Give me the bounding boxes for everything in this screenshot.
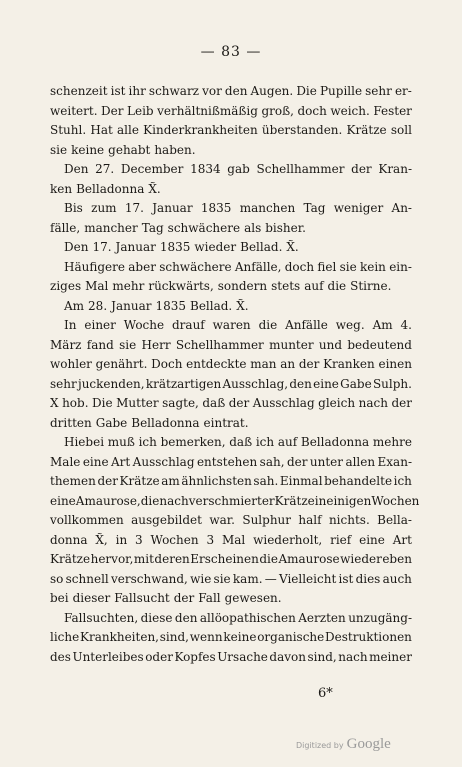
- word: Krätze: [50, 552, 91, 566]
- word: Belladonna: [300, 435, 370, 449]
- word: X̃.: [148, 181, 161, 196]
- word: Sulphur: [242, 513, 292, 527]
- word: ausgebildet: [131, 513, 202, 527]
- word: allen: [345, 454, 376, 469]
- word: die: [327, 279, 347, 293]
- word: 1834: [190, 162, 221, 176]
- word: genährt.: [95, 357, 148, 371]
- text-line-30: [50, 648, 412, 668]
- word: Mutter: [116, 396, 159, 410]
- word: rief: [330, 532, 352, 547]
- text-line-24: [50, 531, 412, 551]
- word: verhältnißmäßig: [157, 103, 258, 118]
- word: munter: [269, 337, 314, 352]
- word: In: [64, 318, 77, 332]
- text-line-5: [50, 160, 412, 180]
- word: wenn: [189, 630, 223, 644]
- word: Gabe: [95, 415, 128, 430]
- word: vollkommen: [50, 513, 124, 527]
- word: Hiebei: [64, 435, 105, 449]
- text-line-17: [50, 394, 412, 414]
- signature-mark: 6*: [318, 686, 333, 701]
- word: eine: [50, 493, 76, 508]
- word: ein-: [389, 259, 412, 274]
- word: Am: [372, 318, 393, 332]
- text-line-4: [50, 141, 412, 161]
- word: ich: [138, 435, 157, 449]
- word: schwarz: [148, 84, 199, 98]
- word: einen: [378, 357, 412, 371]
- word: ich: [393, 474, 412, 488]
- word: half: [298, 513, 322, 527]
- text-line-23: [50, 511, 412, 531]
- text-line-11: [50, 277, 412, 297]
- word: sie: [339, 259, 357, 274]
- word: groß,: [261, 103, 294, 118]
- word: Ausschlag,: [222, 376, 289, 391]
- text-line-1: [50, 82, 412, 102]
- word: stets: [271, 279, 301, 293]
- word: Ausschlag: [252, 396, 315, 410]
- word: wohler: [50, 357, 92, 371]
- word: hob.: [62, 396, 89, 410]
- word: haben.: [154, 142, 196, 157]
- word: fälle,: [50, 220, 81, 235]
- word: Krätze: [274, 493, 315, 508]
- word: 3: [206, 532, 215, 547]
- word: mehr: [112, 279, 145, 293]
- word: ist: [338, 571, 354, 586]
- word: war.: [209, 513, 235, 527]
- word: dieser: [72, 591, 111, 605]
- word: fand: [86, 337, 114, 352]
- word: so: [50, 571, 64, 586]
- word: Augen.: [250, 84, 294, 98]
- word: Erscheinen: [190, 552, 259, 566]
- word: die: [258, 318, 278, 332]
- word: 3: [135, 532, 143, 547]
- word: 28.: [88, 298, 108, 313]
- word: Leib: [127, 103, 154, 118]
- word: man: [250, 357, 277, 371]
- text-line-8: [50, 219, 412, 239]
- word: Amaurose,: [75, 493, 141, 508]
- text-line-14: [50, 336, 412, 356]
- word: zum: [91, 201, 117, 215]
- word: einigen: [326, 493, 372, 508]
- word: der: [286, 454, 308, 469]
- word: einer: [84, 318, 116, 332]
- word: X̃.: [236, 298, 249, 313]
- word: Den: [64, 162, 89, 176]
- word: der: [298, 357, 320, 371]
- word: Art: [392, 532, 412, 547]
- word: Schellhammer: [175, 337, 264, 352]
- word: nach: [159, 493, 189, 508]
- word: mehre: [372, 435, 412, 449]
- word: weniger: [333, 201, 384, 215]
- text-line-28: [50, 609, 412, 629]
- word: waren: [212, 318, 251, 332]
- word: sondern: [217, 279, 268, 293]
- text-line-16: [50, 375, 412, 395]
- word: diese: [140, 610, 173, 625]
- word: sah,: [259, 454, 285, 469]
- word: Fester: [373, 103, 412, 118]
- word: aber: [128, 259, 156, 274]
- word: 4.: [400, 318, 412, 332]
- word: Amaurose: [278, 552, 340, 566]
- word: März: [50, 337, 82, 352]
- word: bei: [50, 591, 69, 605]
- word: nach: [358, 396, 388, 410]
- word: deren: [154, 552, 190, 566]
- word: Male: [50, 454, 81, 469]
- word: verschwand,: [110, 571, 188, 586]
- text-line-21: [50, 472, 412, 492]
- word: sie: [213, 571, 231, 586]
- word: mancher: [84, 220, 138, 235]
- word: soll: [390, 123, 412, 137]
- word: auf: [277, 435, 298, 449]
- text-line-26: [50, 570, 412, 590]
- word: weich.: [330, 103, 370, 118]
- word: fiel: [317, 259, 337, 274]
- word: Den: [64, 240, 89, 254]
- word: gab: [227, 162, 250, 176]
- text-line-27: [50, 589, 412, 609]
- word: Kran-: [378, 162, 412, 176]
- word: Doch: [151, 357, 183, 371]
- word: oder: [145, 649, 173, 664]
- word: Tag: [303, 201, 326, 215]
- word: krätzartigen: [145, 376, 222, 391]
- word: Stirne.: [350, 279, 392, 293]
- word: als: [244, 220, 262, 235]
- word: meiner: [369, 649, 412, 664]
- text-line-22: [50, 492, 420, 512]
- word: er-: [394, 84, 412, 98]
- word: Einmal: [279, 474, 323, 488]
- word: Schellhammer: [256, 162, 345, 176]
- word: davon: [269, 649, 306, 664]
- word: unter: [309, 454, 344, 469]
- word: an: [280, 357, 296, 371]
- text-line-19: [50, 433, 412, 453]
- word: rückwärts,: [148, 279, 214, 293]
- word: sehr: [365, 84, 392, 98]
- word: 17.: [124, 201, 144, 215]
- word: wiederholt,: [253, 532, 323, 547]
- word: vor: [202, 84, 222, 98]
- word: Mal: [221, 532, 246, 547]
- word: bisher.: [265, 220, 306, 235]
- word: Anfälle: [285, 318, 328, 332]
- word: drauf: [172, 318, 205, 332]
- word: doch: [284, 259, 315, 274]
- word: hervor,: [90, 552, 134, 566]
- word: Bis: [64, 201, 83, 215]
- watermark-small-text: Digitized by: [296, 741, 344, 750]
- word: 1835: [159, 240, 191, 254]
- word: weg.: [335, 318, 365, 332]
- word: der: [228, 396, 250, 410]
- word: und: [318, 337, 343, 352]
- word: den: [289, 376, 312, 391]
- word: behandelte: [324, 474, 393, 488]
- word: bemerken,: [160, 435, 226, 449]
- word: Sulph.: [372, 376, 412, 391]
- word: Anfälle,: [234, 259, 282, 274]
- word: sind,: [159, 630, 189, 644]
- word: Krankheiten,: [80, 630, 159, 644]
- word: gleich: [318, 396, 356, 410]
- word: auch: [382, 571, 412, 586]
- word: daß: [229, 435, 253, 449]
- word: themen: [50, 474, 96, 488]
- text-line-9: [50, 238, 412, 258]
- text-line-29: [50, 628, 412, 648]
- word: gehabt: [108, 142, 151, 157]
- word: sind,: [307, 649, 337, 664]
- word: sie: [119, 337, 137, 352]
- word: donna: [50, 532, 88, 547]
- word: Ausschlag: [132, 454, 195, 469]
- word: An-: [391, 201, 412, 215]
- word: dies: [355, 571, 381, 586]
- word: der: [391, 396, 412, 410]
- word: schwächere: [159, 259, 232, 274]
- word: Exan-: [377, 454, 412, 469]
- word: eine: [82, 454, 109, 469]
- word: —: [264, 571, 277, 586]
- word: unzugäng-: [348, 610, 412, 625]
- text-line-20: [50, 453, 412, 473]
- text-line-25: [50, 550, 412, 570]
- word: Herr: [141, 337, 171, 352]
- word: nach: [338, 649, 368, 664]
- word: 27.: [95, 162, 115, 176]
- word: eine: [313, 376, 339, 391]
- body-text: [50, 82, 420, 667]
- word: X̃.: [286, 240, 299, 254]
- word: wie: [190, 571, 212, 586]
- google-watermark: [296, 736, 391, 753]
- word: December: [120, 162, 184, 176]
- text-line-3: [50, 121, 412, 141]
- word: entstehen: [196, 454, 258, 469]
- word: alle: [117, 123, 139, 137]
- word: eben: [382, 552, 412, 566]
- word: Bella-: [377, 513, 412, 527]
- word: ihr: [128, 84, 146, 98]
- word: Fallsucht: [114, 591, 170, 605]
- word: Destruktionen: [325, 630, 412, 644]
- word: manchen: [239, 201, 296, 215]
- word: Die: [296, 84, 317, 98]
- word: ken: [50, 181, 73, 196]
- word: Kranken: [323, 357, 375, 371]
- word: in: [314, 493, 327, 508]
- word: Bellad.: [240, 240, 283, 254]
- word: Januar: [111, 298, 152, 313]
- word: verschmierter: [188, 493, 275, 508]
- word: der: [97, 474, 118, 488]
- word: Häufigere: [64, 259, 125, 274]
- word: Mal: [85, 279, 109, 293]
- watermark-logo-text: Google: [346, 736, 391, 752]
- word: die: [140, 493, 160, 508]
- word: Hat: [90, 123, 113, 137]
- word: eine: [359, 532, 385, 547]
- word: Unterleibes: [72, 649, 144, 664]
- word: Tag: [141, 220, 164, 235]
- word: schwächere: [167, 220, 241, 235]
- text-line-2: [50, 102, 412, 122]
- word: dritten: [50, 415, 92, 430]
- word: Kopfes: [174, 649, 216, 664]
- word: Kinderkrankheiten: [143, 123, 258, 137]
- word: weitert.: [50, 103, 98, 118]
- word: Belladonna: [131, 415, 200, 430]
- word: Bellad.: [190, 298, 233, 313]
- word: der: [173, 591, 195, 605]
- word: den: [174, 610, 198, 625]
- word: X̃,: [95, 532, 108, 547]
- word: Januar: [115, 240, 156, 254]
- word: Stuhl.: [50, 123, 87, 137]
- word: mit: [133, 552, 154, 566]
- word: allöopathischen: [199, 610, 296, 625]
- word: überstanden.: [261, 123, 343, 137]
- word: ist: [110, 84, 126, 98]
- word: den: [224, 84, 248, 98]
- word: Die: [92, 396, 113, 410]
- word: Woche: [123, 318, 165, 332]
- word: 1835: [155, 298, 186, 313]
- word: doch: [297, 103, 327, 118]
- word: schenzeit: [50, 84, 108, 98]
- text-line-7: [50, 199, 412, 219]
- word: liche: [50, 630, 80, 644]
- word: keine: [223, 630, 257, 644]
- word: am: [161, 474, 180, 488]
- word: bedeutend: [347, 337, 412, 352]
- word: Fallsuchten,: [64, 610, 139, 625]
- word: X: [50, 396, 59, 410]
- word: juckenden,: [77, 376, 145, 391]
- word: ich: [255, 435, 275, 449]
- text-line-13: [50, 316, 412, 336]
- word: Vielleicht: [278, 571, 337, 586]
- word: wieder: [340, 552, 382, 566]
- word: Krätze: [346, 123, 387, 137]
- word: des: [50, 649, 71, 664]
- word: 17.: [92, 240, 112, 254]
- word: Art: [111, 454, 131, 469]
- word: der: [351, 162, 372, 176]
- word: auf: [304, 279, 324, 293]
- word: wieder: [194, 240, 237, 254]
- word: 1835: [200, 201, 232, 215]
- word: sagte,: [162, 396, 199, 410]
- word: schnell: [65, 571, 109, 586]
- word: sehr: [50, 376, 77, 391]
- word: ziges: [50, 279, 82, 293]
- word: Krätze: [119, 474, 160, 488]
- word: Aerzten: [298, 610, 346, 625]
- word: Belladonna: [76, 181, 145, 196]
- text-line-12: [50, 297, 412, 317]
- page-number: — 83 —: [200, 44, 262, 60]
- word: Fall: [198, 591, 221, 605]
- word: kam.: [232, 571, 263, 586]
- word: entdeckte: [186, 357, 247, 371]
- word: sah.: [253, 474, 279, 488]
- word: gewesen.: [224, 591, 282, 605]
- word: Pupille: [319, 84, 363, 98]
- word: daß: [202, 396, 226, 410]
- word: Gabe: [340, 376, 372, 391]
- word: Der: [101, 103, 124, 118]
- word: Am: [64, 298, 85, 313]
- word: in: [115, 532, 128, 547]
- word: die: [259, 552, 278, 566]
- word: kein: [359, 259, 386, 274]
- word: Wochen: [150, 532, 199, 547]
- word: keine: [71, 142, 105, 157]
- text-line-15: [50, 355, 412, 375]
- word: eintrat.: [203, 415, 249, 430]
- word: sie: [50, 142, 68, 157]
- text-line-6: [50, 180, 412, 200]
- word: ähnlichsten: [181, 474, 252, 488]
- word: muß: [107, 435, 135, 449]
- word: nichts.: [328, 513, 370, 527]
- word: Ursache: [217, 649, 268, 664]
- word: organische: [257, 630, 325, 644]
- word: Januar: [152, 201, 193, 215]
- text-line-18: [50, 414, 412, 434]
- word: Wochen: [371, 493, 420, 508]
- text-line-10: [50, 258, 412, 278]
